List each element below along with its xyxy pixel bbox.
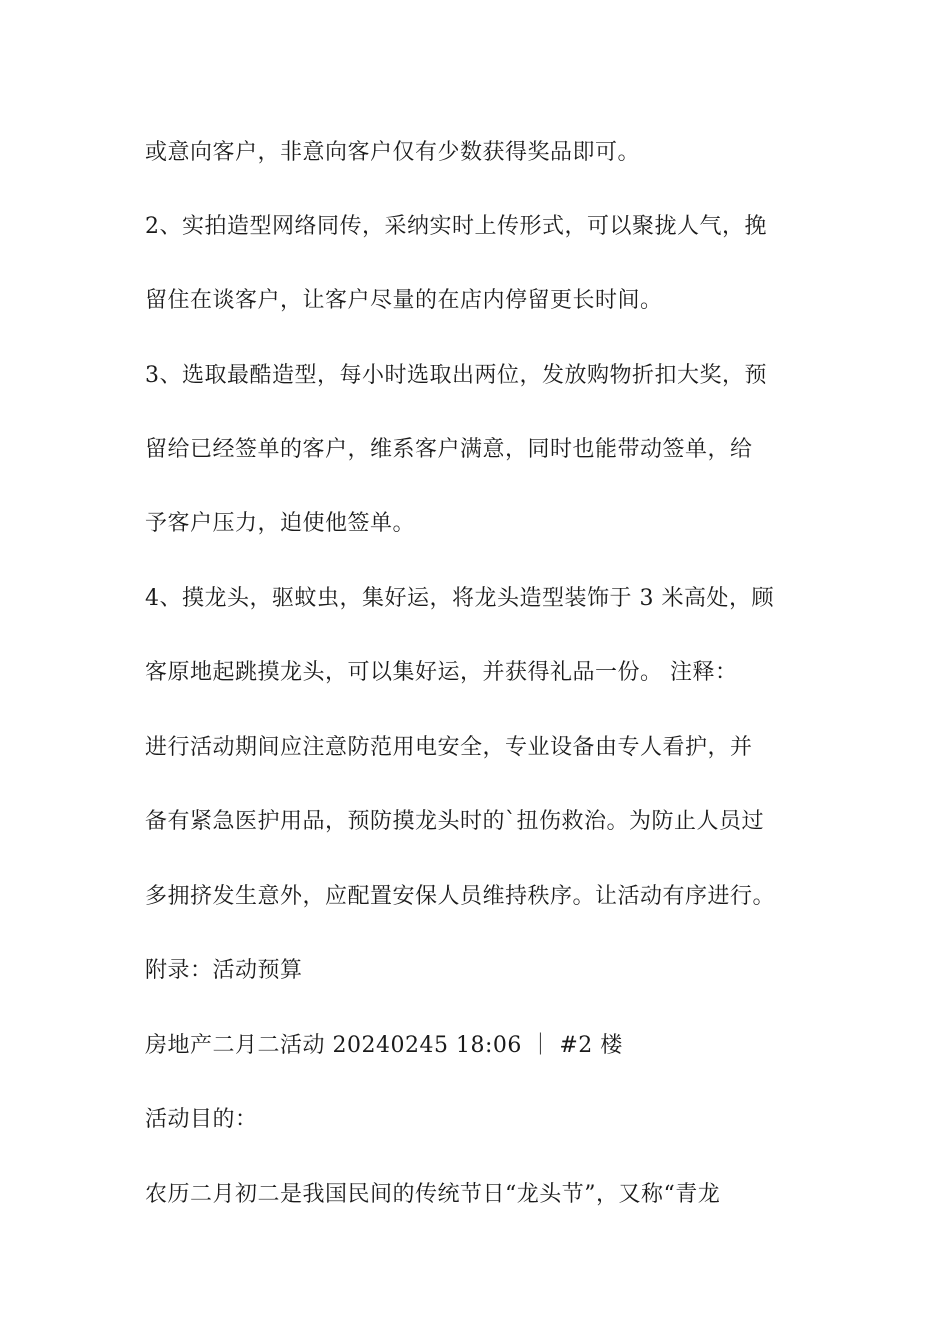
text-line: 备有紧急医护用品，预防摸龙头时的`扭伤救治。为防止人员过 (145, 809, 765, 834)
text-line: 留给已经签单的客户，维系客户满意，同时也能带动签单，给 (145, 437, 753, 462)
text-line: 4、摸龙头，驱蚊虫，集好运，将龙头造型装饰于 3 米高处，顾 (145, 586, 774, 611)
text-line: 进行活动期间应注意防范用电安全，专业设备由专人看护，并 (145, 735, 753, 760)
text-line: 留住在谈客户，让客户尽量的在店内停留更长时间。 (145, 288, 663, 313)
section-heading: 活动目的： (145, 1107, 258, 1132)
post-header-line: 房地产二月二活动 20240245 18:06 ｜ #2 楼 (145, 1033, 623, 1058)
text-line: 农历二月初二是我国民间的传统节日“龙头节”，又称“青龙 (145, 1182, 721, 1207)
text-line: 2、实拍造型网络同传，采纳实时上传形式，可以聚拢人气，挽 (145, 214, 767, 239)
text-line: 客原地起跳摸龙头，可以集好运，并获得礼品一份。 注释： (145, 660, 738, 685)
text-line: 予客户压力，迫使他签单。 (145, 511, 416, 536)
text-line: 3、选取最酷造型，每小时选取出两位，发放购物折扣大奖，预 (145, 363, 767, 388)
appendix-line: 附录：活动预算 (145, 958, 303, 983)
text-line: 或意向客户，非意向客户仅有少数获得奖品即可。 (145, 140, 641, 165)
text-line: 多拥挤发生意外，应配置安保人员维持秩序。让活动有序进行。 (145, 884, 776, 909)
